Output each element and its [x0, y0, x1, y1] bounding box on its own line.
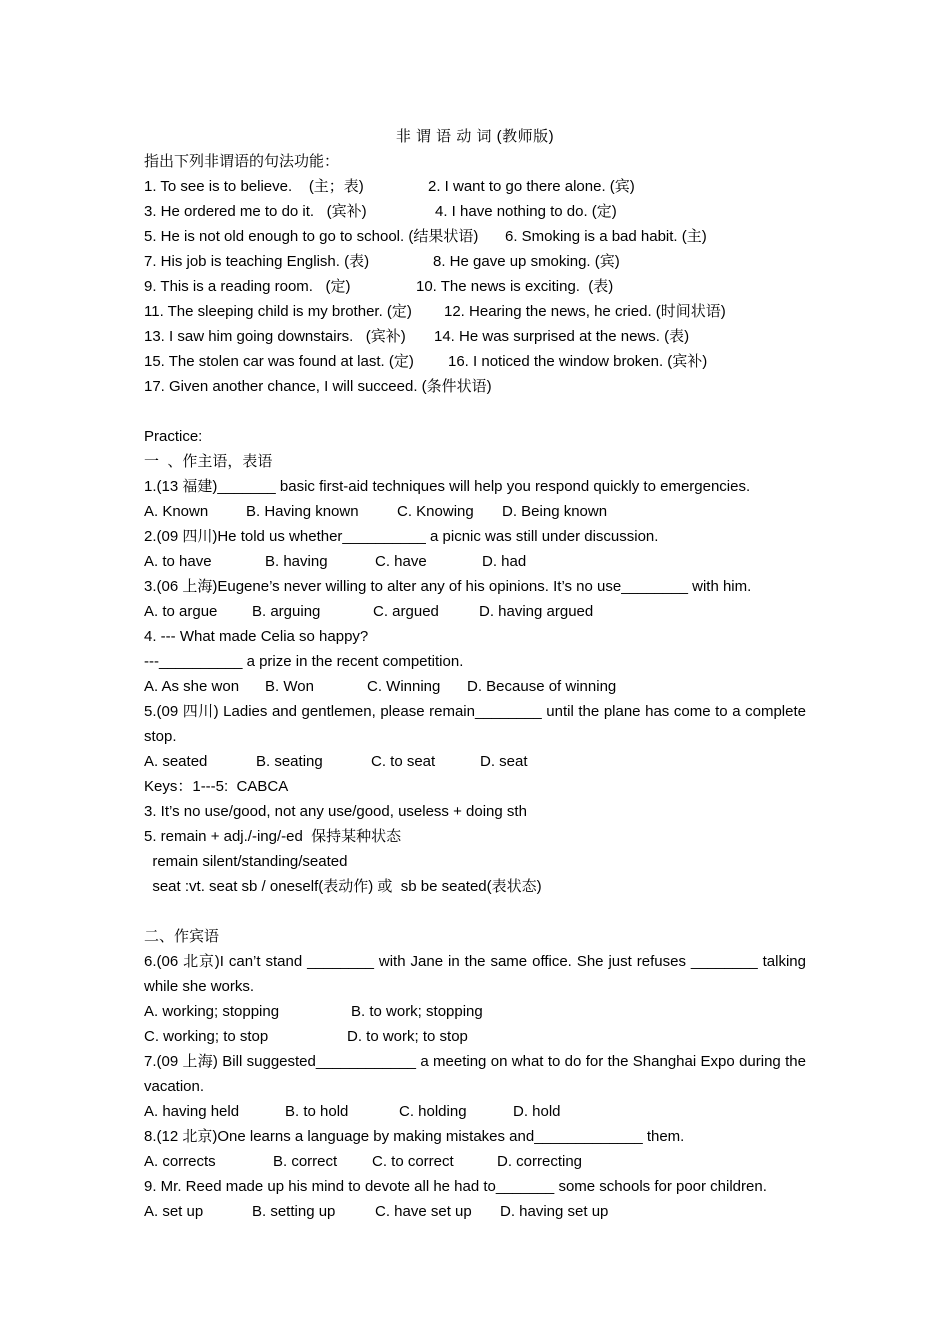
page-title: 非 谓 语 动 词 (教师版): [395, 128, 555, 145]
options-row: A. As she won B. Won C. Winning D. Because of winning: [144, 678, 617, 695]
function-row: 5. He is not old enough to go to school. (结果状语) 6. Smoking is a bad habit. (主): [144, 228, 707, 245]
note-text: seat :vt. seat sb / oneself(表动作) 或 sb be seated(表状态): [144, 878, 542, 895]
function-row: 1. To see is to believe. (主；表) 2. I want to go there alone. (宾): [144, 178, 635, 195]
question-text: 2.(09 四川)He told us whether__________ a picnic was still under discussion.: [144, 528, 659, 545]
options-row: A. having held B. to hold C. holding D. hold: [144, 1103, 561, 1120]
question-text: ---__________ a prize in the recent competition.: [144, 653, 464, 670]
options-row: A. to argue B. arguing C. argued D. having argued: [144, 603, 594, 620]
function-row: 7. His job is teaching English. (表) 8. He gave up smoking. (宾): [144, 253, 620, 270]
options-row: A. set up B. setting up C. have set up D. having set up: [144, 1203, 609, 1220]
function-row: 13. I saw him going downstairs. (宾补) 14. He was surprised at the news. (表): [144, 328, 690, 345]
question-text: 3.(06 上海)Eugene’s never willing to alter any of his opinions. It’s no use________ with him.: [144, 578, 752, 595]
question-text: 4. --- What made Celia so happy?: [144, 628, 369, 645]
question-text: 9. Mr. Reed made up his mind to devote all he had to_______ some schools for poor children.: [144, 1178, 767, 1195]
function-row: 3. He ordered me to do it. (宾补) 4. I have nothing to do. (定): [144, 203, 617, 220]
function-row: 11. The sleeping child is my brother. (定) 12. Hearing the news, he cried. (时间状语): [144, 303, 726, 320]
intro-text: 指出下列非谓语的句法功能：: [144, 153, 340, 170]
question-text: 5.(09 四川) Ladies and gentlemen, please remain________ until the plane has come to a complete stop.: [144, 703, 806, 745]
options-row: A. corrects B. correct C. to correct D. correcting: [144, 1153, 583, 1170]
practice-label: Practice:: [144, 428, 203, 445]
options-row: A. Known B. Having known C. Knowing D. Being known: [144, 503, 608, 520]
note-text: 3. It’s no use/good, not any use/good, useless + doing sth: [144, 803, 527, 820]
section-heading: 一 、作主语，表语: [144, 453, 273, 470]
question-text: 8.(12 北京)One learns a language by making mistakes and_____________ them.: [144, 1128, 685, 1145]
options-row: A. seated B. seating C. to seat D. seat: [144, 753, 528, 770]
function-row: 9. This is a reading room. (定) 10. The news is exciting. (表): [144, 278, 614, 295]
question-text: 6.(06 北京)I can’t stand ________ with Jane in the same office. She just refuses ________ talking while she works.: [144, 953, 806, 995]
question-text: 1.(13 福建)_______ basic first-aid techniques will help you respond quickly to emergencies.: [144, 478, 751, 495]
answer-keys: Keys：1---5: CABCA: [144, 778, 289, 795]
function-row: 15. The stolen car was found at last. (定) 16. I noticed the window broken. (宾补): [144, 353, 708, 370]
options-row: C. working; to stop D. to work; to stop: [144, 1028, 468, 1045]
options-row: A. working; stopping B. to work; stopping: [144, 1003, 483, 1020]
note-text: remain silent/standing/seated: [144, 853, 348, 870]
note-text: 5. remain + adj./-ing/-ed 保持某种状态: [144, 828, 402, 845]
document-page: [144, 124, 806, 1224]
question-text: 7.(09 上海) Bill suggested____________ a meeting on what to do for the Shanghai Expo during the vacation.: [144, 1053, 806, 1095]
function-row: 17. Given another chance, I will succeed. (条件状语): [144, 378, 492, 395]
section-heading: 二、作宾语: [144, 928, 220, 945]
options-row: A. to have B. having C. have D. had: [144, 553, 527, 570]
